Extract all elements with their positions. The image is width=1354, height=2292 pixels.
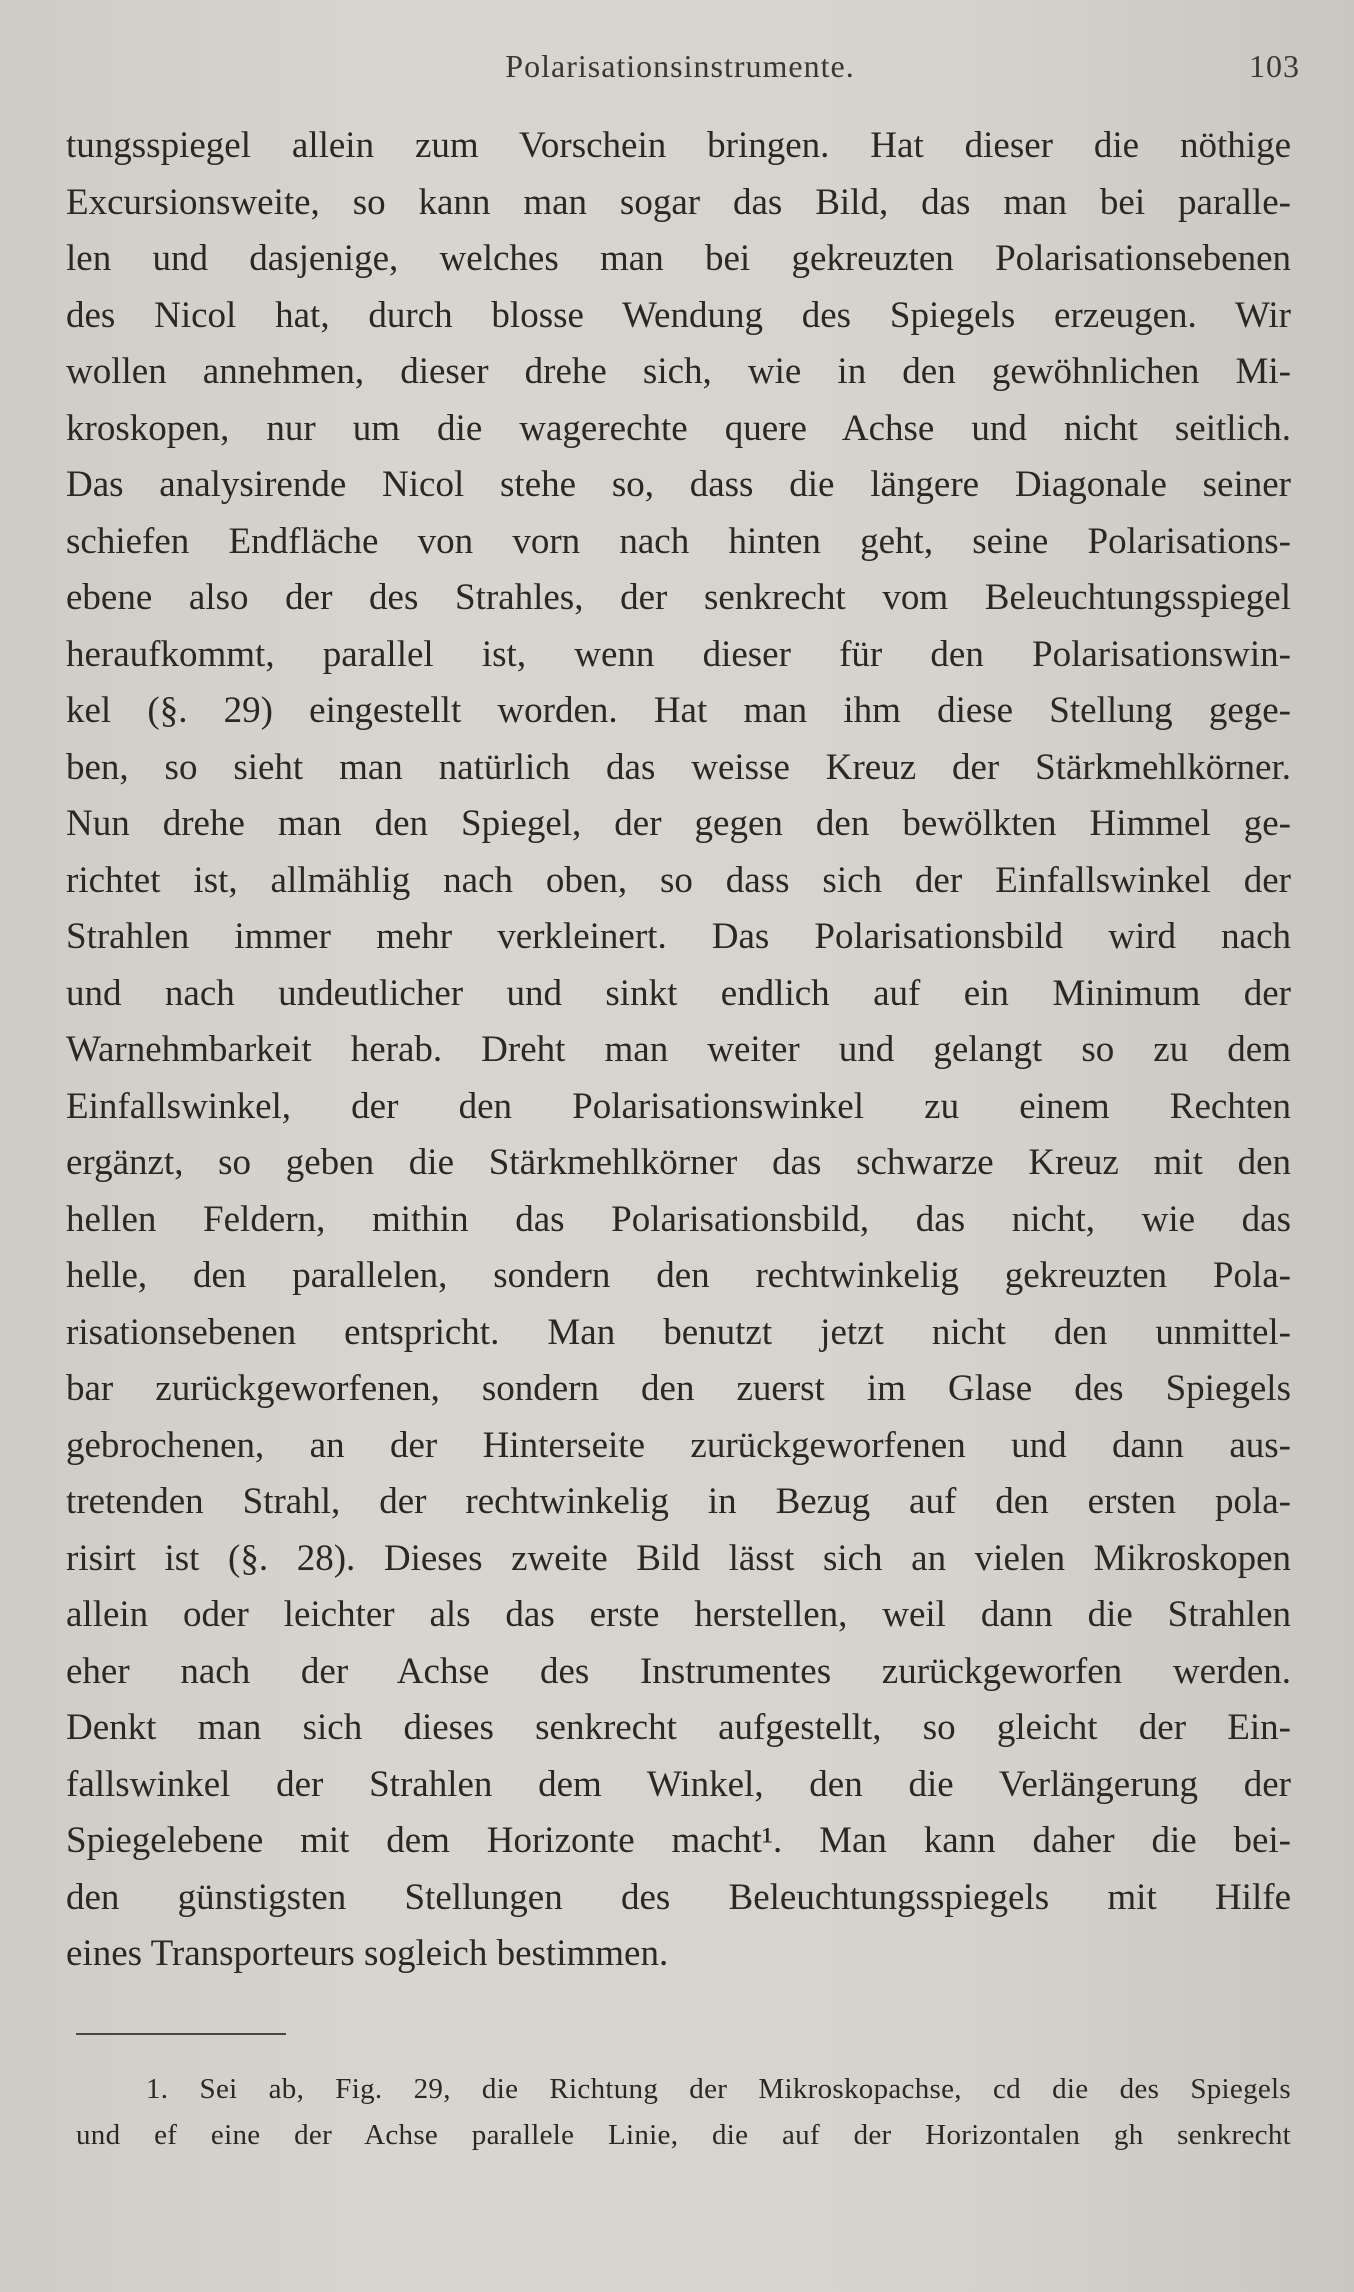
running-head — [60, 48, 1300, 92]
text-line: ebene also der des Strahles, der senkrecht vom Beleuchtungsspiegel — [66, 577, 1291, 618]
text-line: allein oder leichter als das erste herstellen, weil dann die Strahlen — [66, 1594, 1291, 1635]
text-line: risationsebenen entspricht. Man benutzt jetzt nicht den unmittel- — [66, 1311, 1291, 1353]
text-line: Warnehmbarkeit herab. Dreht man weiter und gelangt so zu dem — [66, 1029, 1291, 1070]
text-line: heraufkommt, parallel ist, wenn dieser für den Polarisationswin- — [66, 633, 1291, 675]
text-line: Spiegelebene mit dem Horizonte macht¹. Man kann daher die bei- — [66, 1820, 1291, 1861]
text-line: Einfallswinkel, der den Polarisationswinkel zu einem Rechten — [66, 1085, 1291, 1127]
running-title: Polarisationsinstrumente. — [505, 48, 855, 84]
footnote-rule — [76, 2033, 286, 2035]
text-line: schiefen Endfläche von vorn nach hinten geht, seine Polarisations- — [66, 520, 1291, 562]
text-line: richtet ist, allmählig nach oben, so dass sich der Einfallswinkel der — [66, 859, 1291, 901]
text-line: wollen annehmen, dieser drehe sich, wie in den gewöhnlichen Mi- — [66, 351, 1291, 392]
text-line: kroskopen, nur um die wagerechte quere Achse und nicht seitlich. — [66, 407, 1291, 449]
footnotes — [76, 2066, 1291, 2158]
text-line: Denkt man sich dieses senkrecht aufgestellt, so gleicht der Ein- — [66, 1707, 1291, 1748]
text-line: ben, so sieht man natürlich das weisse Kreuz der Stärkmehlkörner. — [66, 746, 1291, 788]
text-line: Excursionsweite, so kann man sogar das Bild, das man bei paralle- — [66, 181, 1291, 223]
text-line: Das analysirende Nicol stehe so, dass die längere Diagonale seiner — [66, 464, 1291, 505]
footnote-line: 1. Sei ab, Fig. 29, die Richtung der Mikroskopachse, cd die des Spiegels — [146, 2073, 1291, 2105]
text-line: kel (§. 29) eingestellt worden. Hat man ihm diese Stellung gege- — [66, 690, 1291, 731]
text-line: des Nicol hat, durch blosse Wendung des Spiegels erzeugen. Wir — [66, 294, 1291, 336]
text-line: Nun drehe man den Spiegel, der gegen den bewölkten Himmel ge- — [66, 803, 1291, 844]
text-line: bar zurückgeworfenen, sondern den zuerst im Glase des Spiegels — [66, 1368, 1291, 1409]
text-line: hellen Feldern, mithin das Polarisationsbild, das nicht, wie das — [66, 1198, 1291, 1240]
text-line: fallswinkel der Strahlen dem Winkel, den die Verlängerung der — [66, 1763, 1291, 1805]
footnote-line: und ef eine der Achse parallele Linie, die auf der Horizontalen gh senkrecht — [76, 2119, 1291, 2151]
text-line: gebrochenen, an der Hinterseite zurückgeworfenen und dann aus- — [66, 1424, 1291, 1466]
body-text — [66, 118, 1291, 1983]
page-number: 103 — [1249, 48, 1300, 84]
text-line: und nach undeutlicher und sinkt endlich auf ein Minimum der — [66, 972, 1291, 1014]
text-line: len und dasjenige, welches man bei gekreuzten Polarisationsebenen — [66, 238, 1291, 279]
text-line-last: eines Transporteurs sogleich bestimmen. — [66, 1933, 669, 1974]
text-line: eher nach der Achse des Instrumentes zurückgeworfen werden. — [66, 1650, 1291, 1692]
text-line: tretenden Strahl, der rechtwinkelig in Bezug auf den ersten pola- — [66, 1481, 1291, 1522]
text-line: ergänzt, so geben die Stärkmehlkörner das schwarze Kreuz mit den — [66, 1142, 1291, 1183]
text-line: risirt ist (§. 28). Dieses zweite Bild lässt sich an vielen Mikroskopen — [66, 1537, 1291, 1579]
text-line: Strahlen immer mehr verkleinert. Das Polarisationsbild wird nach — [66, 916, 1291, 957]
text-line: tungsspiegel allein zum Vorschein bringen. Hat dieser die nöthige — [66, 125, 1291, 166]
text-line: helle, den parallelen, sondern den rechtwinkelig gekreuzten Pola- — [66, 1255, 1291, 1296]
text-line: den günstigsten Stellungen des Beleuchtungsspiegels mit Hilfe — [66, 1876, 1291, 1918]
